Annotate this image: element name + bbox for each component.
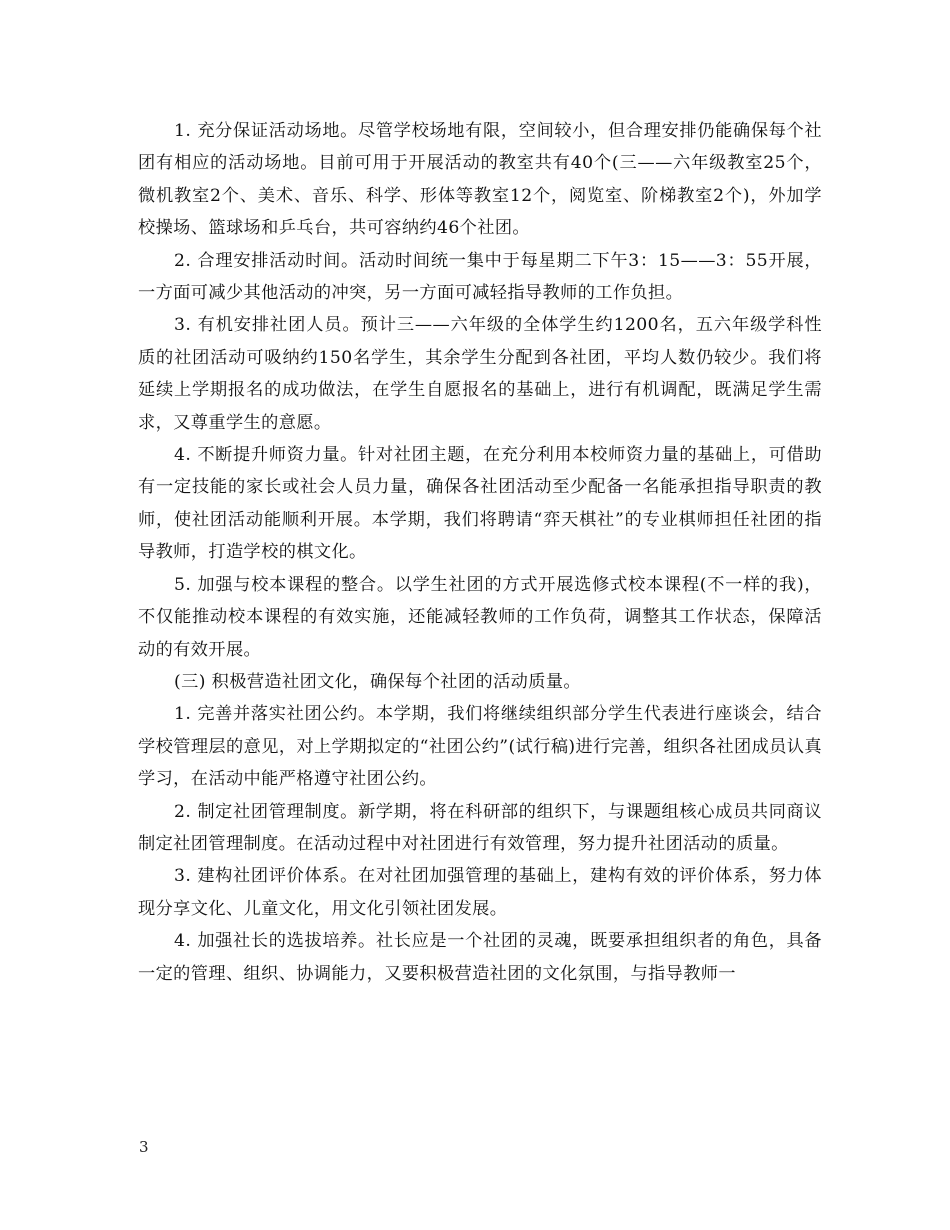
paragraph-time: 2. 合理安排活动时间。活动时间统一集中于每星期二下午3：15——3：55开展，一方面可减少其他活动的冲突，另一方面可减轻指导教师的工作负担。 — [138, 250, 822, 304]
paragraph-leader: 4. 加强社长的选拔培养。社长应是一个社团的灵魂，既要承担组织者的角色，具备一定的管理、组织、协调能力，又要积极营造社团的文化氛围，与指导教师一 — [138, 931, 822, 984]
paragraph-teachers: 4. 不断提升师资力量。针对社团主题，在充分利用本校师资力量的基础上，可借助有一定技能的家长或社会人员力量，确保各社团活动至少配备一名能承担指导职责的教师，使社团活动能顺利开展。本学期，我们将聘请“弈天棋社”的专业棋师担任社团的指导教师，打造学校的棋文化。 — [138, 445, 822, 563]
paragraph-curriculum: 5. 加强与校本课程的整合。以学生社团的方式开展选修式校本课程(不一样的我)，不仅能推动校本课程的有效实施，还能减轻教师的工作负荷，调整其工作状态，保障活动的有效开展。 — [138, 574, 822, 660]
document-body — [138, 115, 822, 990]
section-heading: (三) 积极营造社团文化，确保每个社团的活动质量。 — [174, 671, 582, 692]
paragraph-evaluation: 3. 建构社团评价体系。在对社团加强管理的基础上，建构有效的评价体系，努力体现分享文化、儿童文化，用文化引领社团发展。 — [138, 866, 822, 919]
paragraph-management: 2. 制定社团管理制度。新学期，将在科研部的组织下，与课题组核心成员共同商议制定社团管理制度。在活动过程中对社团进行有效管理，努力提升社团活动的质量。 — [138, 801, 822, 854]
paragraph-members: 3. 有机安排社团人员。预计三——六年级的全体学生约1200名，五六年级学科性质的社团活动可吸纳约150名学生，其余学生分配到各社团，平均人数仍较少。我们将延续上学期报名的成功做法，在学生自愿报名的基础上，进行有机调配，既满足学生需求，又尊重学生的意愿。 — [138, 315, 822, 433]
paragraph-convention: 1. 完善并落实社团公约。本学期，我们将继续组织部分学生代表进行座谈会，结合学校管理层的意见，对上学期拟定的“社团公约”(试行稿)进行完善，组织各社团成员认真学习，在活动中能严格遵守社团公约。 — [138, 704, 822, 790]
page-number: 3 — [139, 1138, 149, 1156]
paragraph-venue: 1. 充分保证活动场地。尽管学校场地有限，空间较小，但合理安排仍能确保每个社团有相应的活动场地。目前可用于开展活动的教室共有40个(三——六年级教室25个，微机教室2个、美术、音乐、科学、形体等教室12个，阅览室、阶梯教室2个)，外加学校操场、篮球场和乒乓台，共可容纳约46个社团。 — [138, 121, 822, 239]
